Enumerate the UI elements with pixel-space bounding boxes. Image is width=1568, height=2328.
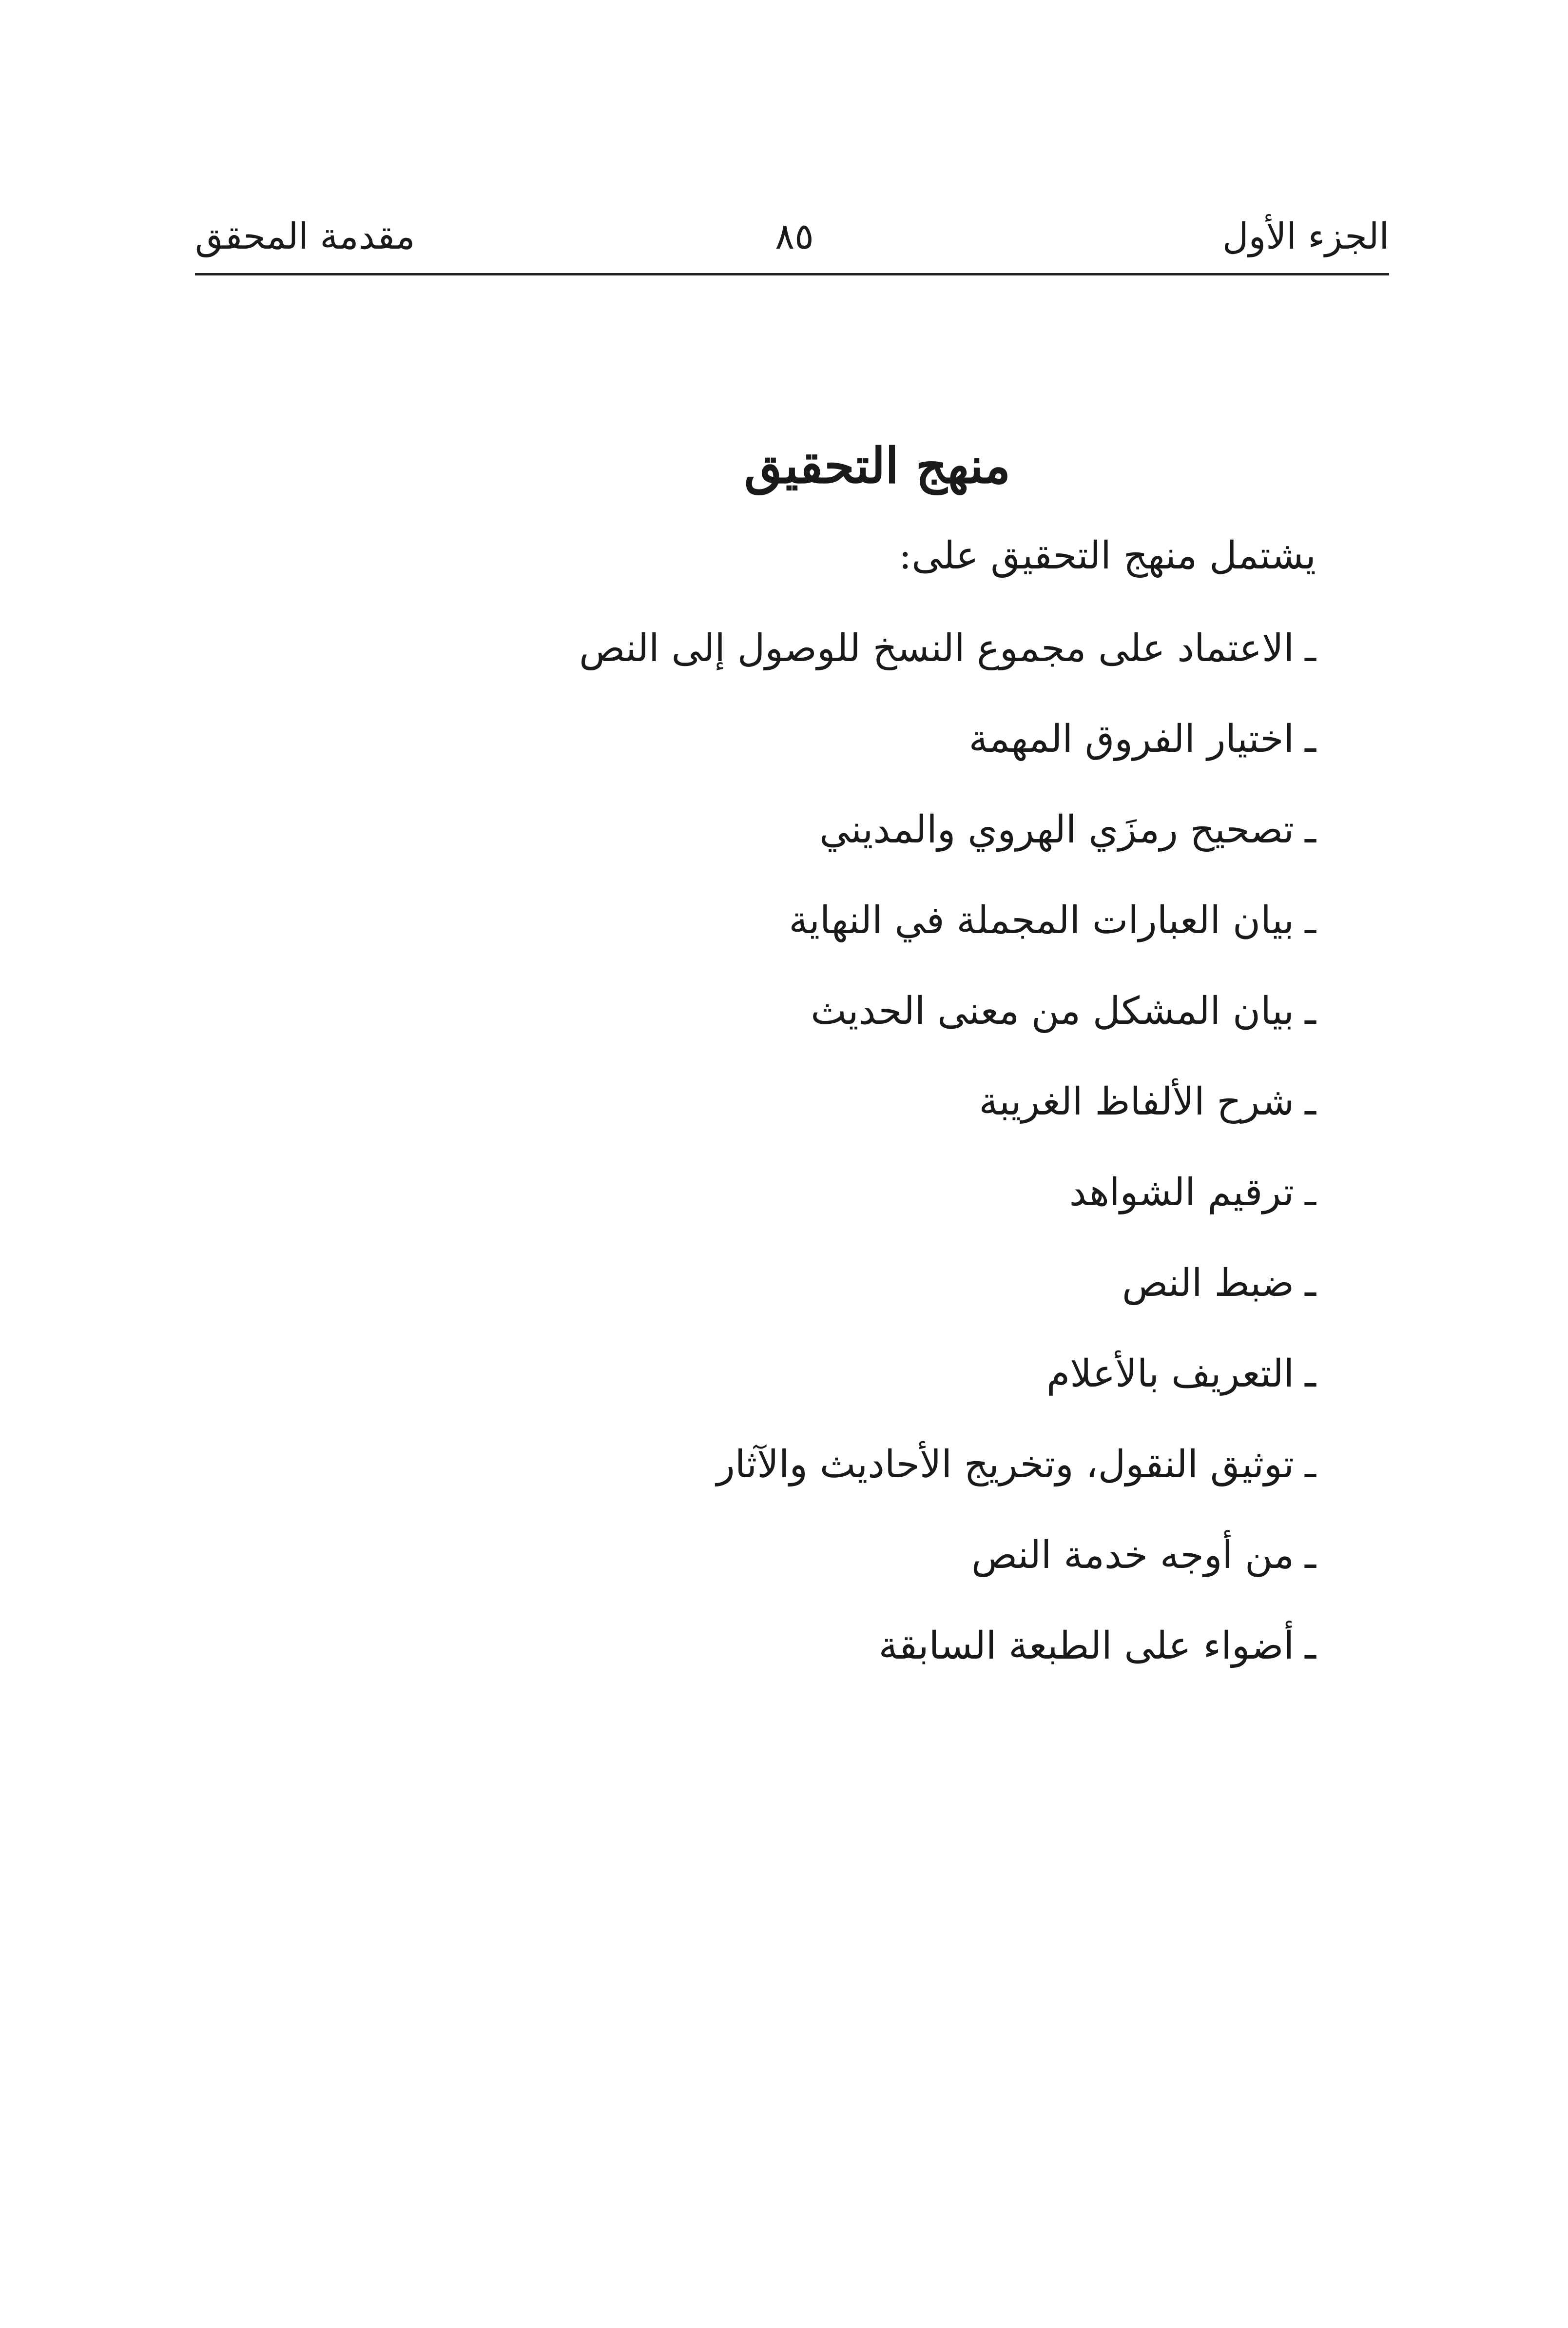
- list-item-text: بيان المشكل من معنى الحديث: [811, 989, 1295, 1033]
- list-item: [439, 801, 1316, 891]
- list-item: [439, 710, 1316, 801]
- list-marker: ـ: [1305, 1261, 1316, 1305]
- list-item: [439, 619, 1316, 710]
- list-marker: ـ: [1305, 717, 1316, 761]
- list-item: [439, 1435, 1316, 1526]
- list-item: [439, 1254, 1316, 1345]
- list-marker: ـ: [1305, 1352, 1316, 1396]
- list-item: [439, 1526, 1316, 1617]
- list-item-text: بيان العبارات المجملة في النهاية: [789, 899, 1295, 942]
- list-marker: ـ: [1305, 899, 1316, 942]
- page-title: منهج التحقيق: [744, 437, 1011, 494]
- methodology-list: [439, 619, 1316, 1707]
- list-marker: ـ: [1305, 1443, 1316, 1487]
- list-item: [439, 1617, 1316, 1707]
- list-marker: ـ: [1305, 1171, 1316, 1214]
- running-header: [195, 200, 1389, 278]
- list-item-text: ترقيم الشواهد: [1069, 1171, 1295, 1214]
- list-marker: ـ: [1305, 1080, 1316, 1124]
- list-item-text: تصحيح رمزَي الهروي والمديني: [819, 808, 1295, 852]
- list-item-text: توثيق النقول، وتخريج الأحاديث والآثار: [716, 1443, 1295, 1487]
- list-item: [439, 982, 1316, 1073]
- list-item-text: ضبط النص: [1122, 1261, 1295, 1305]
- list-marker: ـ: [1305, 989, 1316, 1033]
- list-marker: ـ: [1305, 808, 1316, 852]
- list-item-text: من أوجه خدمة النص: [971, 1533, 1295, 1577]
- list-item: [439, 1073, 1316, 1163]
- list-item-text: التعريف بالأعلام: [1046, 1352, 1295, 1396]
- header-rule: [195, 273, 1389, 275]
- list-item-text: شرح الألفاظ الغريبة: [979, 1080, 1295, 1124]
- list-item-text: الاعتماد على مجموع النسخ للوصول إلى النص: [579, 626, 1295, 670]
- list-marker: ـ: [1305, 1533, 1316, 1577]
- intro-text: يشتمل منهج التحقيق على:: [898, 534, 1316, 578]
- list-marker: ـ: [1305, 1624, 1316, 1668]
- volume-label: الجزء الأول: [1222, 215, 1389, 257]
- main-content: [439, 429, 1316, 1707]
- page-number: ٨٥: [775, 215, 814, 257]
- list-item: [439, 1345, 1316, 1435]
- list-marker: ـ: [1305, 626, 1316, 670]
- list-item-text: اختيار الفروق المهمة: [968, 717, 1295, 761]
- list-item-text: أضواء على الطبعة السابقة: [878, 1624, 1295, 1668]
- list-item: [439, 1163, 1316, 1254]
- section-label: مقدمة المحقق: [195, 215, 415, 257]
- list-item: [439, 891, 1316, 982]
